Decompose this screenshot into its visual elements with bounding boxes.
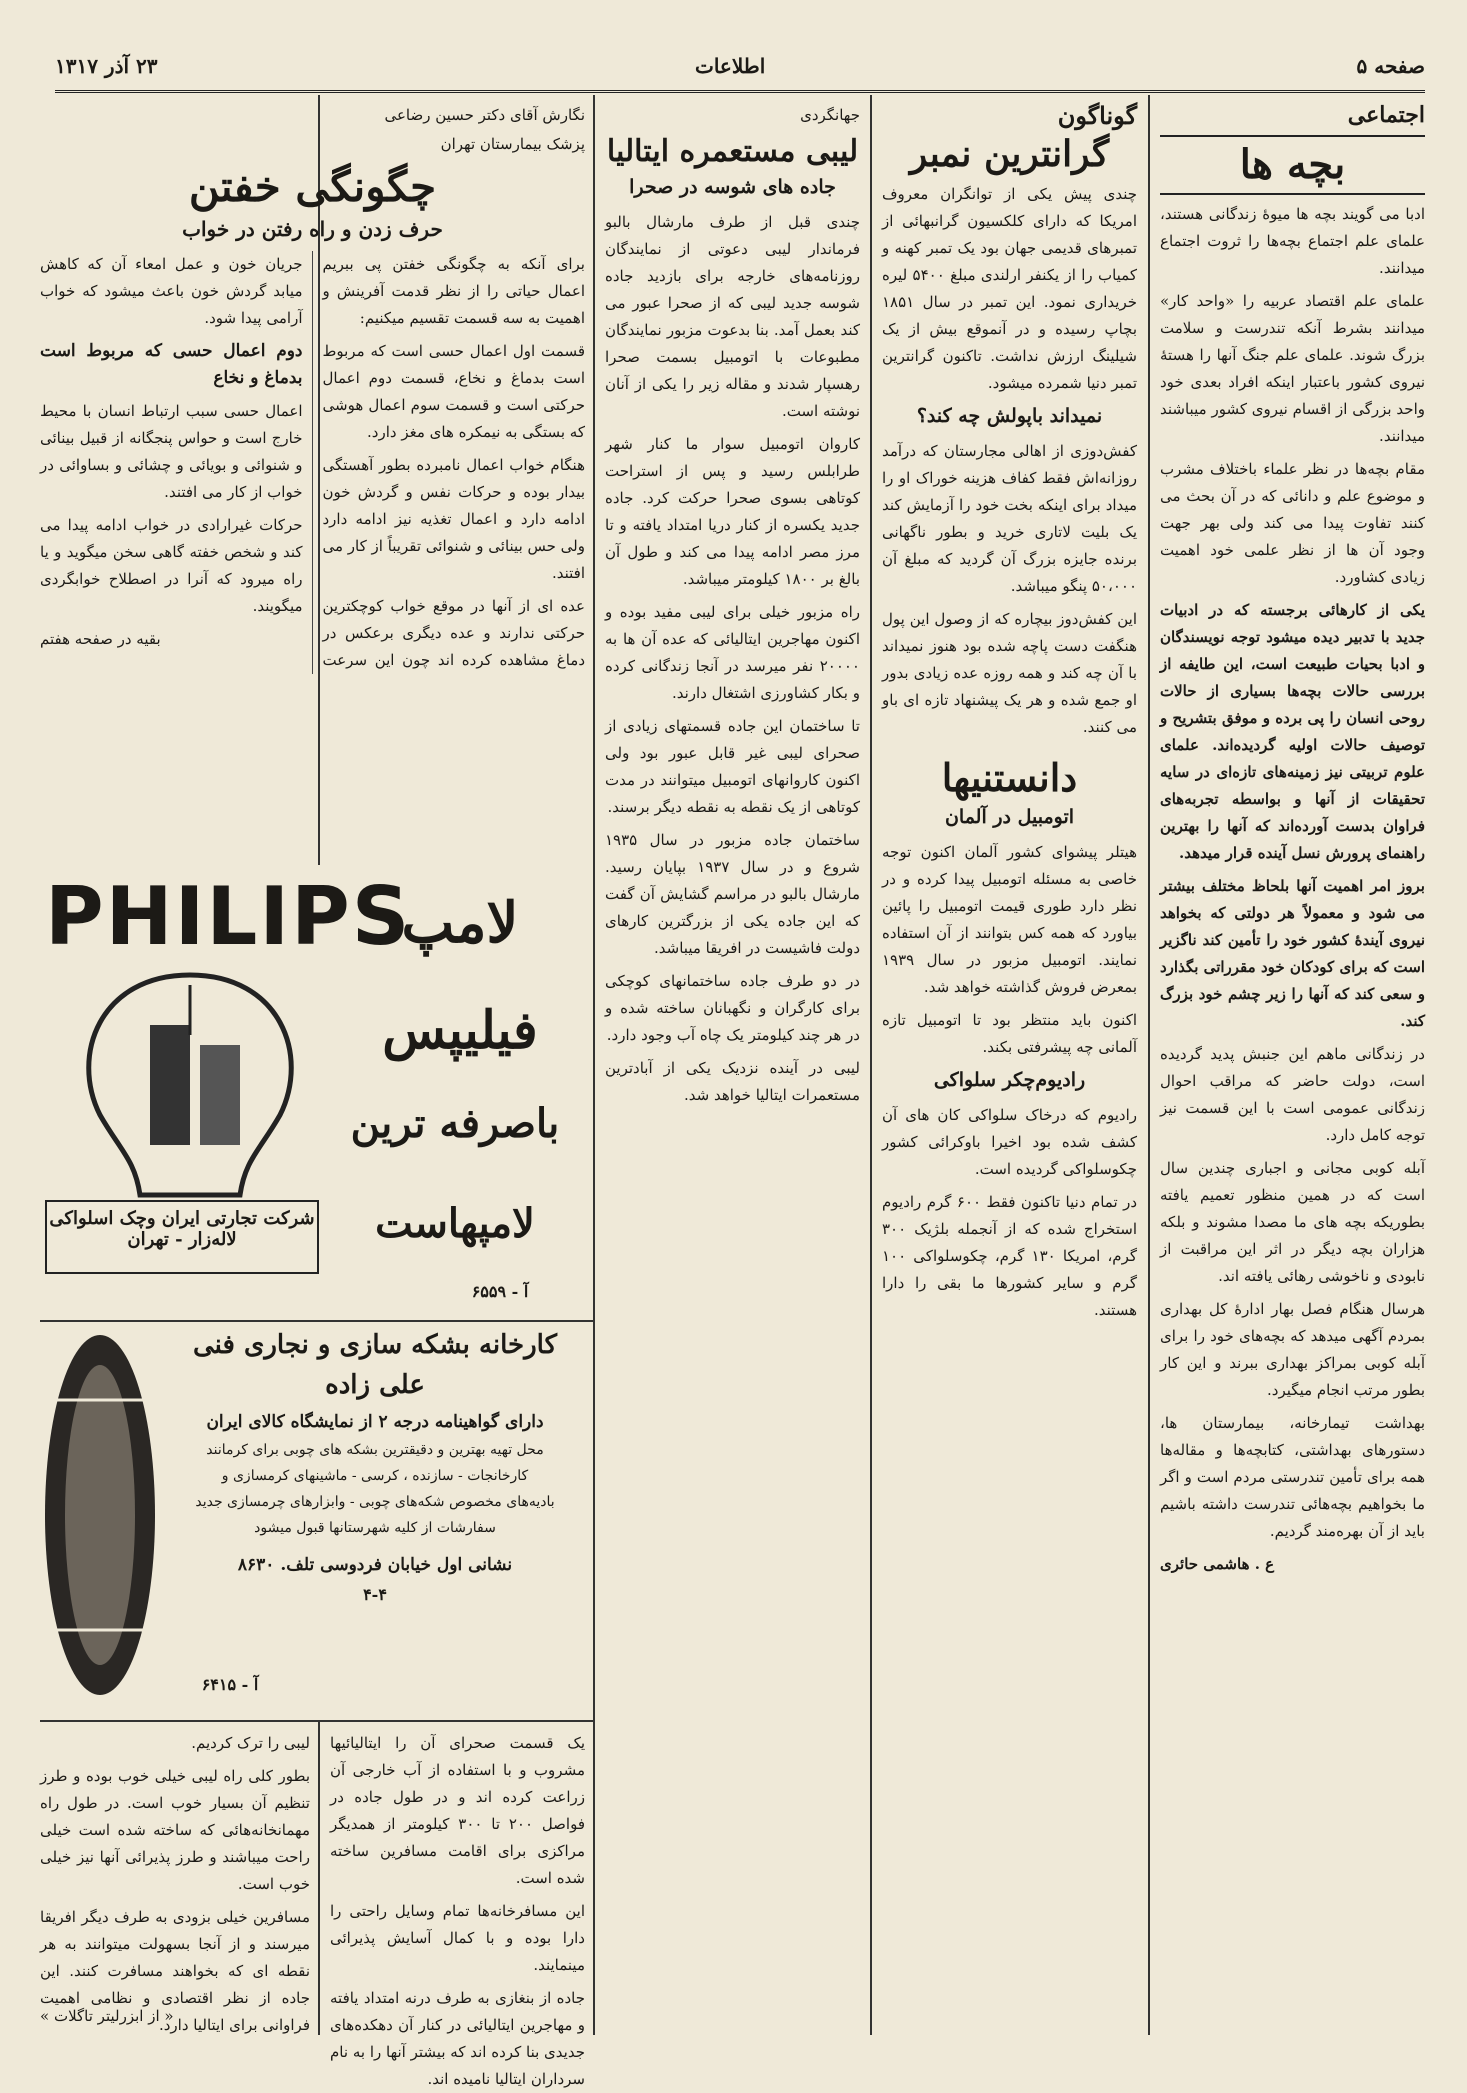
ad-line: بادیه‌های مخصوص شکه‌های چوبی - وابزارهای چرمسازی جدید [195,1494,555,1510]
ad-line: فیلیپس [382,1000,538,1061]
paragraph: بروز امر اهمیت آنها بلحاظ مختلف بیشتر می شود و معمولاً هر دولتی که بخواهد نیروی آیندهٔ کشور خود را تأمین کند ناگزیر است که برای کودکان خود مقرراتی بگذارد و سعی کند که آنها را زیر چشم خود بزرگ کند. [1160,877,1425,1030]
paragraph: بهداشت تیمارخانه، بیمارستان ها، دستورهای بهداشتی، کتابچه‌ها و مقاله‌ها همه برای تأمین تندرستی مردم است و اگر ما بخواهیم بچه‌هائی تندرست داشته باشیم باید از آن بهره‌مند گردیم. [1160,1414,1425,1540]
ad-line: لامپ [401,890,519,956]
paragraph: راه مزبور خیلی برای لیبی مفید بوده و اکنون مهاجرین ایتالیائی که عده آن ها به ۲۰۰۰۰ نفر میرسد در آنجا زندگانی کرده و بکار کشاورزی اشتغال دارند. [605,603,860,702]
ad-line: لامپهاست [375,1200,535,1247]
paragraph: چندی قبل از طرف مارشال بالبو فرماندار لیبی دعوتی از نمایندگان روزنامه‌های خارجه برای بازدید جاده شوسه جدید لیبی که از صحرا عبور می کند بعمل آمد. بنا بدعوت مزبور نمایندگان مطبوعات با اتومبیل بسمت صحرا رهسپار شدند و مقاله زیر را یکی از آنان نوشته است. [605,213,860,420]
page-number: صفحه ۵ [1356,54,1425,78]
ad-code: آ - ۶۴۱۵ [201,1675,259,1694]
paragraph: قسمت اول اعمال حسی است که مربوط است بدماغ و نخاع، قسمت دوم اعمال حرکتی است و قسمت سوم اعمال هوشی که بستگی به نیمکره های مغز دارد. [322,342,585,442]
ad-line: باصرفه ترین [350,1100,560,1147]
source-signature: « از ابزرلیتر تاگلات » [40,2007,174,2025]
paragraph: مقام بچه‌ها در نظر علماء باختلاف مشرب و موضوع علم و دانائی که در آن بحث می کنند تفاوت پیدا می کند ولی بهر جهت وجود آن ها از نظر علمی خود اهمیت زیادی کشاورد. [1160,460,1425,586]
article-title: بچه ها [1160,135,1425,195]
paragraph: حرکات غیرارادی در خواب ادامه پیدا می کند و شخص خفته گاهی سخن میگوید و یا راه میرود که آنرا در اصطلاح خوابگردی میگویند. [40,516,303,616]
ad-separator [40,1720,593,1722]
paragraph: لیبی در آینده نزدیک یکی از آبادترین مستعمرات ایتالیا خواهد شد. [605,1059,860,1104]
section-label: اجتماعی [1347,102,1425,128]
paragraph: اکنون باید منتظر بود تا اتومبیل تازه آلمانی چه پیشرفتی بکند. [882,1011,1137,1057]
ad-line: سفارشات از کلیه شهرستانها قبول میشود [254,1520,496,1536]
page-header [55,50,1425,93]
masthead: اطلاعات [695,54,766,78]
brand-logo: PHILIPS [45,870,412,963]
paragraph: چندی پیش یکی از توانگران معروف امریکا که دارای کلکسیون گرانبهائی از تمبرهای قدیمی جهان بود یک تمبر کهنه و کمیاب را از یکنفر ارلندی مبلغ ۵۴۰۰ لیره خریداری نمود. این تمبر در سال ۱۸۵۱ بچاپ رسیده و در آنموقع بیش از یک شیلینگ ارزش نداشت. تاکنون گرانترین تمبر دنیا شمرده میشود. [882,184,1137,392]
paragraph: در زندگانی ماهم این جنبش پدید گردیده است، دولت حاضر که مراقب احوال زندگانی عمومی است با این قسمت نیز توجه کامل دارد. [1160,1045,1425,1144]
article-source [40,2003,310,2033]
paragraph: لیبی را ترک کردیم. [191,1734,310,1752]
section-heading: دوم اعمال حسی که مربوط است بدماغ و نخاع [40,341,303,389]
agent-name: شرکت تجارتی ایران وچک اسلواکی [49,1208,315,1229]
agent-box [45,1200,319,1274]
column-travel [605,100,860,1690]
column-rule [870,95,872,2035]
agent-address: لاله‌زار - تهران [127,1229,237,1250]
section-label: جهانگردی [800,106,860,124]
article-subtitle: رادیوم‌چکر سلواکی [933,1069,1086,1092]
continued-note: بقیه در صفحه هفتم [40,630,161,649]
ad-owner: علی زاده [325,1370,425,1400]
paragraph: این کفش‌دوز بیچاره که از وصول این پول هنگفت دست پاچه شده بود هنوز نمیداند با آن چه کند و همه روزه عده زیادی بدور او جمع شده و هر یک پیشنهاد تازه ای باو می کنند. [882,609,1137,736]
ad-line: دارای گواهینامه درجه ۲ از نمایشگاه کالای ایران [206,1412,544,1432]
article-subtitle: نمیداند باپولش چه کند؟ [916,404,1103,427]
paragraph: مسافرین خیلی بزودی به طرف دیگر افریقا میرسند و از آنجا بسهولت میتوانند به هر نقطه ای که بخواهند مسافرت کنند. این جاده از نظر اقتصادی و نظامی اهمیت فراوانی برای ایتالیا دارد. [40,1908,310,2034]
article-title: لیبی مستعمره ایتالیا [606,134,859,169]
column-rule [593,95,595,2035]
ad-title: کارخانه بشکه سازی و نجاری فنی [193,1330,557,1360]
ad-address: نشانی اول خیابان فردوسی تلف. ۸۶۳۰ [237,1555,513,1575]
ad-line: محل تهیه بهترین و دقیقترین بشکه های چوبی برای کرمانند [206,1442,544,1458]
section-title: دانستنیها [941,754,1078,800]
article-title: گرانترین نمبر [909,133,1110,175]
paragraph: ادبا می گویند بچه ها میوهٔ زندگانی هستند، علمای علم اجتماع بچه‌ها را ثروت اجتماع میدانند. [1160,205,1425,277]
paragraph: یک قسمت صحرای آن را ایتالیائیها مشروب و با استفاده از آب خارجی آن زراعت کرده اند و در طول جاده در فواصل ۲۰۰ تا ۳۰۰ کیلومتر از همدیگر مراکزی برای اقامت مسافرین ساخته شده است. [330,1734,585,1887]
author-signature: ع . هاشمی حائری [1160,1555,1275,1573]
author-title: پزشک بیمارستان تهران [440,135,585,153]
two-column-body [40,251,585,674]
ad-code: آ - ۶۵۵۹ [471,1282,529,1301]
paragraph: تا ساختمان این جاده قسمتهای زیادی از صحرای لیبی غیر قابل عبور بود ولی اکنون کاروانهای اتومبیل میتوانند در مدت کوتاهی از یک نقطه به نقطه دیگر برسند. [605,717,860,816]
paragraph: آبله کوبی مجانی و اجباری چندین سال است که در همین منظور تعمیم یافته بطوریکه بچه های ما مصدا مشوند و بلکه هزاران بچه دیگر در اثر این مراقبت از نابودی و ناخوشی رهائی یافته اند. [1160,1159,1425,1285]
paragraph: بطور کلی راه لیبی خیلی خوب بوده و طرز تنظیم آن بسیار خوب است. در طول راه مهمانخانه‌هائی که ساخته شده است خیلی راحت میباشند و طرز پذیرائی آنها نیز خیلی خوب است. [40,1767,310,1893]
paragraph: یکی از کارهائی برجسته که در ادبیات جدید با تدبیر دیده میشود توجه نویسندگان و ادبا بحیات طبیعت است، این طایفه از بررسی حالات بچه‌ها بسیاری از حالات روحی انسان را پی برده و موفق بتشریح و توصیف حالات اولیه گردیده‌اند. علمای علوم تربیتی نیز زمینه‌های تازه‌ای در سایه تحقیقات از آنها و بواسطه تجربه‌های فراوان بدست آورده‌اند که آنها را بهترین راهنمای پرورش نسل آینده قرار میدهد. [1160,601,1425,862]
paragraph: در دو طرف جاده ساختمانهای کوچکی برای کارگران و نگهبانان ساخته شده و در هر چند کیلومتر یک چاه آب وجود دارد. [605,972,860,1044]
column-rule [1148,95,1150,2035]
author-byline: نگارش آقای دکتر حسین رضاعی [384,106,585,124]
column-children [1160,100,1425,2030]
workshop-ad [40,1330,585,1710]
ad-separator [40,1320,593,1322]
column-sleep [40,100,585,860]
article-subtitle: جاده های شوسه در صحرا [629,176,836,198]
paragraph: این مسافرخانه‌ها تمام وسایل راحتی را دارا بوده و با کمال آسایش پذیرائی مینمایند. [330,1902,585,1974]
article-subtitle: اتومبیل در آلمان [944,806,1075,829]
paragraph: هیتلر پیشوای کشور آلمان اکنون توجه خاصی به مسئله اتومبیل پیدا کرده و در نظر دارد طوری قیمت اتومبیل را پائین بیاورد که همه کس بتوانند از آن استفاده نمایند. اتومبیل مزبور در سال ۱۹۳۹ بمعرض فروش گذاشته خواهد شد. [882,843,1137,997]
barrel-icon [40,1330,160,1700]
paragraph: کفش‌دوزی از اهالی مجارستان که درآمد روزانه‌اش فقط کفاف هزینه خوراک او را میداد برای اینکه بخت خود را آزمایش کند یک بلیت لاتاری خرید و بطور ناگهانی برنده جایزه بزرگ آن گردید که مبلغ آن ۵۰،۰۰۰ پنگو میباشد. [882,441,1137,595]
ad-line: کارخانجات - سازنده ، کرسی - ماشینهای کرمسازی و [221,1468,529,1484]
paragraph: هرسال هنگام فصل بهار ادارهٔ کل بهداری بمردم آگهی میدهد که بچه‌های خود را برای آبله کوبی بمراکز بهداری ببرند و این کار بطور مرتب انجام میگیرد. [1160,1300,1425,1399]
paragraph: هنگام خواب اعمال نامبرده بطور آهستگی بیدار بوده و حرکات نفس و گردش خون ادامه دارد و اعمال تغذیه نیز ادامه دارد ولی حس بینائی و شنوائی تقریباً از کار می افتند. [322,456,585,583]
column-misc [882,100,1137,2030]
section-label: گوناگون [1057,101,1137,130]
paragraph: ساختمان جاده مزبور در سال ۱۹۳۵ شروع و در سال ۱۹۳۷ بپایان رسید. مارشال بالبو در مراسم گشایش آن گفت که این جاده یکی از بزرگترین کارهای دولت فاشیست در افریقا میباشد. [605,831,860,957]
column-rule [318,1720,320,2035]
lightbulb-icon [60,965,320,1215]
paragraph: رادیوم که درخاک سلواکی کان های آن کشف شده بود اخیرا باوکرائی کشور چکوسلواکی گردیده است. [882,1106,1137,1179]
paragraph: جاده از بنغازی به طرف درنه امتداد یافته و مهاجرین ایتالیائی در کنار آن دهکده‌های جدیدی بنا کرده اند که بیشتر آنها را به نام سرداران ایتالیا نامیده اند. [330,1989,585,2088]
paragraph: علمای علم اقتصاد عربیه را «واحد کار» میدانند بشرط آنکه تندرست و سلامت بزرگ شوند. علمای علم جنگ آنها را هستهٔ نیروی کشور باعتبار اینکه افراد بعدی خود واحد بزرگی از اقسام نیروی کشور میباشند میدانند. [1160,292,1425,445]
article-subtitle: حرف زدن و راه رفتن در خواب [182,217,443,242]
philips-ad [40,870,585,1310]
paragraph: برای آنکه به چگونگی خفتن پی ببریم اعمال حیاتی را از نظر قدمت آفرینش و اهمیت به سه قسمت تقسیم میکنیم: [322,255,585,328]
ad-phone: ۴-۴ [363,1585,387,1604]
paragraph: عده ای از آنها در موقع خواب کوچکترین حرکتی ندارند و عده دیگری برعکس در دماغ مشاهده کرده اند چون این سرعت جریان خون و عمل امعاء آن که کاهش میابد گردش خون باعث میشود که خواب آرامی پیدا شود. [40,255,585,670]
column-bottom-mid [330,1730,585,2088]
paragraph: کاروان اتومبیل سوار ما کنار شهر طرابلس رسید و پس از استراحت کوتاهی بسوی صحرا حرکت کرد. جاده جدید یکسره از کنار دریا امتداد یافته و تا مرز مصر ادامه پیدا می کند و طول آن بالغ بر ۱۸۰۰ کیلومتر میباشد. [605,435,860,588]
article-title: چگونگی خفتن [188,162,437,211]
paragraph: اعمال حسی سبب ارتباط انسان با محیط خارج است و حواس پنجگانه از قبیل بینائی و شنوائی و بویائی و چشائی و بساوائی در خواب از کار می افتند. [40,402,303,502]
issue-date: ۲۳ آذر ۱۳۱۷ [55,54,158,78]
paragraph: در تمام دنیا تاکنون فقط ۶۰۰ گرم رادیوم استخراج شده که از آنجمله بلژیک ۳۰۰ گرم، امریکا ۱۳۰ گرم، چکوسلواکی ۱۰۰ گرم و سایر کشورها ما بقی را دارا هستند. [882,1193,1138,1320]
